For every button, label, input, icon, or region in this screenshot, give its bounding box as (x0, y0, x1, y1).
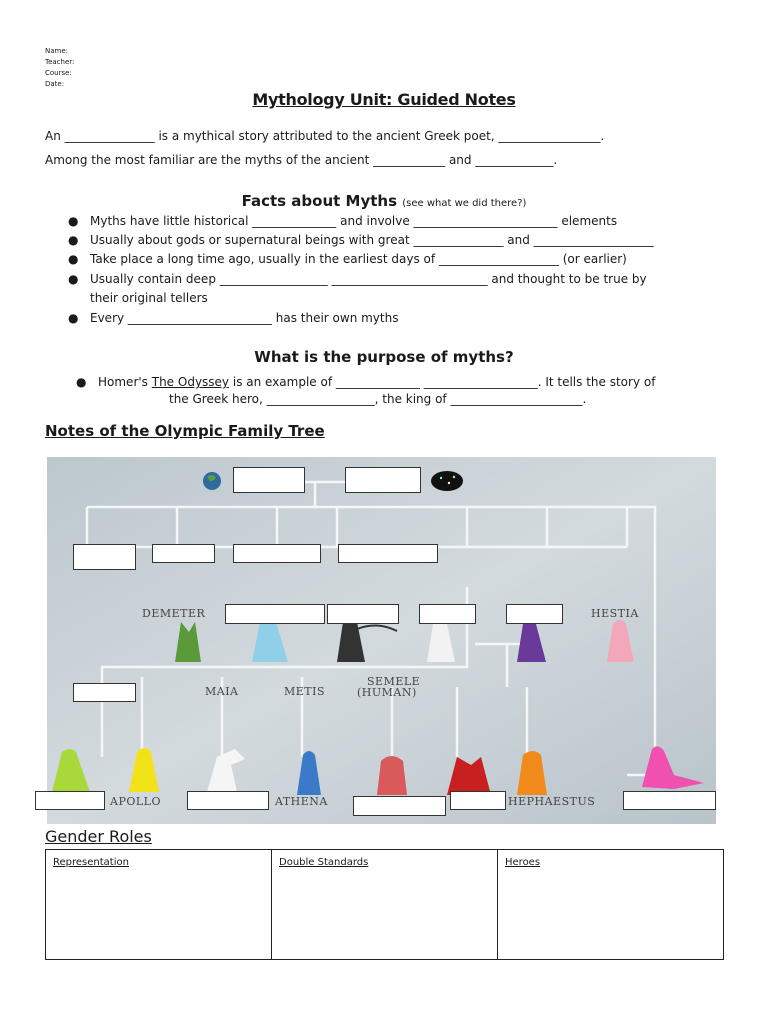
facts-heading-note: (see what we did there?) (402, 198, 527, 209)
bullet-icon: ● (68, 272, 79, 286)
tree-heading: Notes of the Olympic Family Tree (45, 422, 325, 440)
answer-box[interactable] (152, 544, 215, 563)
hephaestus-label: HEPHAESTUS (508, 795, 596, 808)
book-title: The Odyssey (151, 375, 230, 389)
answer-box[interactable] (353, 796, 446, 816)
purpose-post: is an example of ______________ ___________________. It tells the story of (229, 375, 656, 389)
sky-icon (431, 471, 463, 491)
fact-text: Every ________________________ has their own myths (90, 311, 399, 325)
column-header-heroes: Heroes (505, 857, 541, 868)
fact-text: Take place a long time ago, usually in the earliest days of ____________________ (or earlier) (90, 252, 627, 266)
table-cell[interactable] (272, 850, 498, 960)
answer-box[interactable] (73, 683, 136, 702)
name-label: Name: (45, 47, 69, 55)
apollo-label: APOLLO (110, 795, 161, 808)
fact-text: Myths have little historical ______________ and involve ________________________ elements (90, 214, 618, 228)
teacher-label: Teacher: (45, 58, 75, 66)
answer-box[interactable] (233, 467, 305, 493)
athena-label: ATHENA (275, 795, 328, 808)
answer-box[interactable] (35, 791, 105, 810)
semele-label: SEMELE (367, 675, 421, 688)
answer-box[interactable] (233, 544, 321, 563)
purpose-line-2: the Greek hero, __________________, the king of ______________________. (169, 392, 587, 406)
intro-line-1: An _______________ is a mythical story attributed to the ancient Greek poet, _________________. (45, 129, 605, 143)
student-info (45, 46, 74, 90)
table-cell[interactable] (498, 850, 724, 960)
answer-box[interactable] (187, 791, 269, 810)
fact-text: their original tellers (90, 291, 208, 305)
fact-text: Usually contain deep __________________ __________________________ and thought to be true by (90, 272, 647, 286)
hestia-label: HESTIA (591, 607, 639, 620)
bullet-icon: ● (68, 252, 79, 266)
answer-box[interactable] (419, 604, 476, 624)
column-header-double-standards: Double Standards (279, 857, 369, 868)
metis-label: METIS (284, 685, 326, 698)
answer-box[interactable] (623, 791, 716, 810)
semele-human-label: (HUMAN) (357, 686, 417, 699)
maia-label: MAIA (205, 685, 239, 698)
answer-box[interactable] (225, 604, 325, 624)
table-cell[interactable] (46, 850, 272, 960)
bullet-icon: ● (68, 214, 79, 228)
answer-box[interactable] (450, 791, 506, 810)
answer-box[interactable] (506, 604, 563, 624)
bullet-icon: ● (68, 311, 79, 325)
bullet-icon: ● (76, 375, 87, 389)
purpose-heading: What is the purpose of myths? (254, 348, 514, 366)
purpose-pre: Homer's (98, 375, 152, 389)
answer-box[interactable] (327, 604, 399, 624)
purpose-text (98, 373, 738, 392)
bullet-icon: ● (68, 233, 79, 247)
intro-line-2: Among the most familiar are the myths of the ancient ____________ and _____________. (45, 153, 558, 167)
answer-box[interactable] (345, 467, 421, 493)
course-label: Course: (45, 69, 72, 77)
fact-text: Usually about gods or supernatural beings with great _______________ and ____________________ (90, 233, 654, 247)
date-label: Date: (45, 80, 65, 88)
column-header-representation: Representation (53, 857, 129, 868)
ares-figure (377, 756, 407, 795)
facts-heading-text: Facts about Myths (241, 192, 397, 210)
answer-box[interactable] (73, 544, 136, 570)
facts-heading (0, 192, 768, 210)
gender-roles-table (45, 849, 724, 960)
answer-box[interactable] (338, 544, 438, 563)
demeter-label: DEMETER (142, 607, 206, 620)
gender-roles-heading: Gender Roles (45, 827, 152, 846)
family-tree-image (47, 457, 716, 824)
page-title: Mythology Unit: Guided Notes (252, 90, 516, 109)
family-tree-diagram (47, 457, 716, 824)
